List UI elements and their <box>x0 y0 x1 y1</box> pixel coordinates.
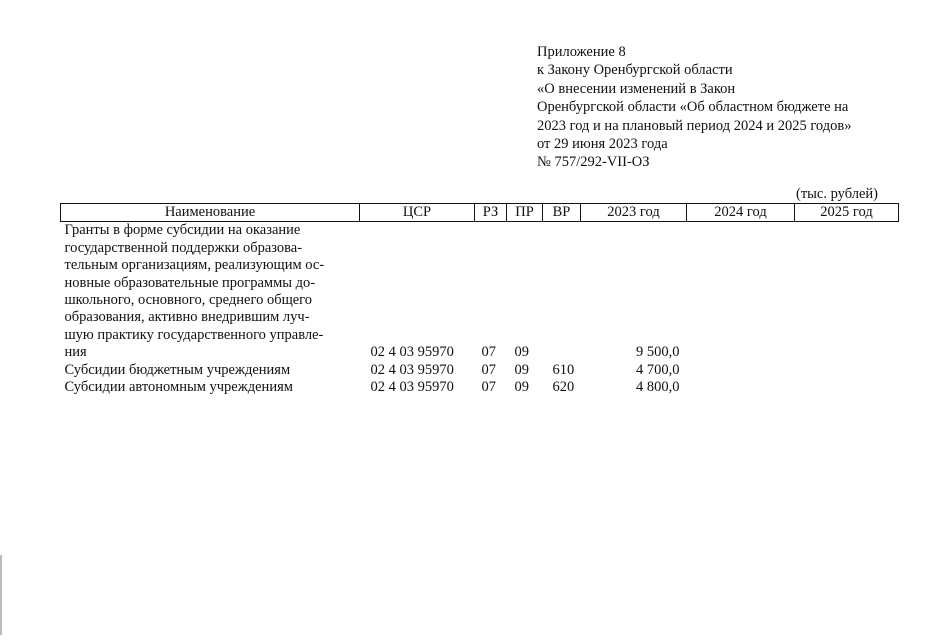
appendix-line: 2023 год и на плановый период 2024 и 2025 годов» <box>537 117 852 134</box>
row-rz: 07 <box>481 344 496 361</box>
row-name-line: тельным организациям, реализующим ос- <box>64 257 325 274</box>
row-csr: 02 4 03 95970 <box>370 361 454 378</box>
header-2025: 2025 год <box>795 204 899 222</box>
row-name <box>61 362 360 379</box>
budget-table <box>60 203 899 396</box>
row-vr <box>543 222 581 362</box>
row-csr: 02 4 03 95970 <box>370 379 454 396</box>
row-amount-2023: 9 500,0 <box>636 344 680 361</box>
row-name-line: Субсидии автономным учреждениям <box>64 379 293 396</box>
row-vr: 620 <box>552 379 575 396</box>
row-pr: 09 <box>514 361 529 378</box>
header-rz: РЗ <box>475 204 507 222</box>
row-name-line: Гранты в форме субсидии на оказание <box>64 222 301 239</box>
row-name <box>61 222 360 362</box>
row-amount-2024 <box>687 362 795 379</box>
row-name-line: Субсидии бюджетным учреждениям <box>64 361 291 378</box>
appendix-line: к Закону Оренбургской области <box>537 62 733 79</box>
row-name-line: образования, активно внедрившим луч- <box>64 309 310 326</box>
header-name: Наименование <box>61 204 360 222</box>
appendix-header <box>537 43 851 172</box>
row-rz: 07 <box>481 379 496 396</box>
row-name-line: школьного, основного, среднего общего <box>64 292 313 309</box>
row-amount-2024 <box>687 222 795 362</box>
units-label: (тыс. рублей) <box>796 186 878 202</box>
row-amount-2025 <box>795 222 899 362</box>
row-amount-2024 <box>687 379 795 396</box>
row-amount-2025 <box>795 379 899 396</box>
row-csr: 02 4 03 95970 <box>370 344 454 361</box>
row-pr: 09 <box>514 379 529 396</box>
header-vr: ВР <box>543 204 581 222</box>
appendix-line: Оренбургской области «Об областном бюджете на <box>537 99 849 116</box>
header-2023: 2023 год <box>581 204 687 222</box>
appendix-line: № 757/292-VII-ОЗ <box>537 154 650 171</box>
appendix-line: от 29 июня 2023 года <box>537 136 668 153</box>
row-name-line: государственной поддержки образова- <box>64 239 303 256</box>
row-name-line: новные образовательные программы до- <box>64 274 316 291</box>
appendix-line: Приложение 8 <box>537 44 626 60</box>
row-amount-2023: 4 700,0 <box>636 361 680 378</box>
row-name <box>61 379 360 396</box>
row-name-line: шую практику государственного управле- <box>64 326 324 343</box>
table-row <box>61 362 899 379</box>
table-header-row <box>61 204 899 222</box>
row-amount-2025 <box>795 362 899 379</box>
row-vr: 610 <box>552 361 575 378</box>
header-pr: ПР <box>507 204 543 222</box>
scan-edge-mark <box>0 555 2 635</box>
appendix-line: «О внесении изменений в Закон <box>537 80 736 97</box>
header-2024: 2024 год <box>687 204 795 222</box>
row-amount-2023: 4 800,0 <box>636 379 680 396</box>
table-row <box>61 222 899 362</box>
header-csr: ЦСР <box>360 204 475 222</box>
row-pr: 09 <box>514 344 529 361</box>
table-row <box>61 379 899 396</box>
row-rz: 07 <box>481 361 496 378</box>
row-name-line: ния <box>64 344 87 361</box>
